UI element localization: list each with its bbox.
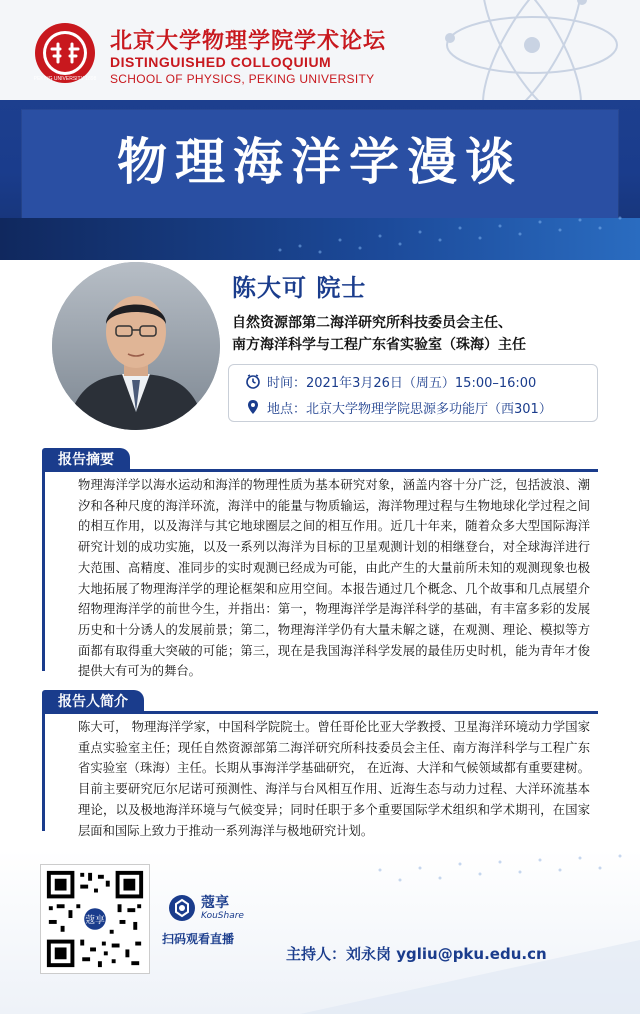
- org-name-en: DISTINGUISHED COLLOQUIUM: [110, 54, 332, 70]
- event-time: 时间：2021年3月26日（周五）15:00–16:00: [267, 375, 537, 391]
- abstract-heading: 报告摘要: [42, 448, 130, 472]
- event-meta-box: [228, 364, 598, 422]
- atom-decoration-icon: [422, 0, 622, 100]
- bio-body: 陈大可， 物理海洋学家，中国科学院院士。曾任哥伦比亚大学教授、卫星海洋环境动力学国家重点实验室主任；现任自然资源部第二海洋研究所科技委员会主任、南方海洋科学与工程广东省实验室（珠海）主任。长期从事海洋学基础研究， 在近海、大洋和气候领域都有重要建树。目前主要研究厄尔尼诺可预测性、海洋与台风相互作用、近海生态与动力过程、大洋环流基本理论，以及极地海洋环境与气候变异；同时任职于多个重要国际学术组织和学术期刊，在国家层面和国际上致力于推动一系列海洋与极地研究计划。: [78, 720, 590, 838]
- koushare-name-en: KouShare: [201, 911, 244, 921]
- title-banner: [0, 100, 640, 260]
- bio-heading-rule: [42, 711, 598, 714]
- speaker-photo: [52, 262, 220, 430]
- title-box: [22, 110, 618, 222]
- live-stream-qr-code[interactable]: [40, 864, 150, 974]
- speaker-affiliation-line1: 自然资源部第二海洋研究所科技委员会主任、: [232, 315, 512, 331]
- event-place-row: [245, 396, 552, 418]
- peking-university-logo: [34, 22, 96, 84]
- speaker-name: 陈大可 院士: [232, 274, 367, 302]
- org-school-en: SCHOOL OF PHYSICS, PEKING UNIVERSITY: [110, 72, 375, 86]
- abstract-side-rule: [42, 469, 45, 671]
- svg-text:PEKING UNIVERSITY 1898: PEKING UNIVERSITY 1898: [34, 76, 96, 82]
- bio-heading: 报告人简介: [42, 690, 144, 714]
- koushare-name-cn: 蔻享: [201, 895, 229, 911]
- dot-pattern-decoration: [260, 210, 640, 260]
- abstract-body: 物理海洋学以海水运动和海洋的物理性质为基本研究对象，涵盖内容十分广泛，包括波浪、潮汐和各种尺度的海洋环流，海洋中的能量与物质输运，海洋物理过程与生物地球化学过程之间的相互作用，以及海洋与其它地球圈层之间的相互作用。近几十年来，随着众多大型国际海洋研究计划的成功实施，以及一系列以海洋为目标的卫星观测计划的相继登台，对全球海洋进行大范围、高精度、准同步的实时观测已经成为可能，由此产生的大量前所未知的观测现象也极大地拓展了物理海洋学的理论框架和应用空间。本报告通过几个概念、几个故事和几点展望介绍物理海洋学的前世今生，并指出：第一，物理海洋学是海洋科学的基础，有丰富多彩的发展历史和十分诱人的发展前景；第二，物理海洋学仍有大量未解之谜，在观测、理论、模拟等方面都有取得重大突破的可能；第三，现在是我国海洋科学发展的最佳历史时机，能为青年才俊提供大有可为的舞台。: [78, 478, 590, 679]
- koushare-logo-icon: [168, 894, 196, 922]
- org-name-cn: 北京大学物理学院学术论坛: [110, 29, 387, 54]
- event-place: 地点：北京大学物理学院思源多功能厅（西301）: [267, 401, 552, 417]
- koushare-logo: [168, 890, 248, 926]
- abstract-heading-rule: [42, 469, 598, 472]
- clock-icon: [245, 373, 261, 389]
- event-time-row: [245, 370, 536, 392]
- host-info: 主持人：刘永岗 ygliu@pku.edu.cn: [286, 945, 547, 963]
- location-pin-icon: [245, 399, 261, 415]
- speaker-affiliation-line2: 南方海洋科学与工程广东省实验室（珠海）主任: [232, 337, 526, 353]
- svg-text:蔻享: 蔻享: [85, 914, 105, 926]
- scan-to-watch-label: 扫码观看直播: [162, 932, 235, 946]
- speaker-affiliation: [232, 312, 526, 356]
- page-title: 物理海洋学漫谈: [117, 133, 523, 191]
- header: [0, 0, 640, 100]
- bio-side-rule: [42, 711, 45, 831]
